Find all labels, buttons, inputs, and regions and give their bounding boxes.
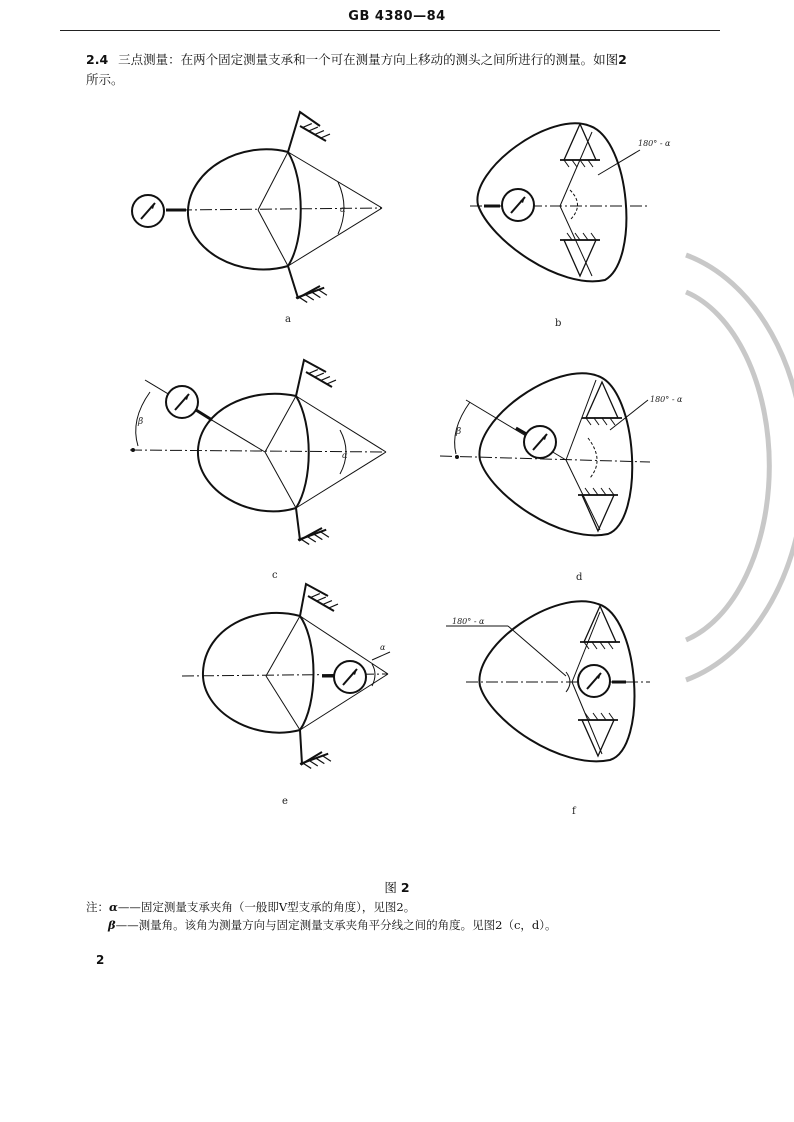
figure-d-beta: β [456,427,462,437]
caption-number: 2 [400,880,410,895]
scan-artifact-arcs [686,255,794,680]
svg-text:α: α [380,643,386,652]
figure-d-supp-angle: 180° - α [650,395,683,404]
section-fig-ref: 2 [618,52,627,67]
svg-text:α: α [340,205,346,214]
caption-prefix: 图 [384,880,397,895]
figure-f [446,601,650,817]
figure-b [470,123,671,329]
section-number: 2.4 [86,52,109,67]
svg-text:α: α [342,451,348,460]
note-beta-text: ——测量角。该角为测量方向与固定测量支承夹角平分线之间的角度。见图2（c，d）。 [115,918,557,932]
section-text-end: 所示。 [86,72,124,87]
note-beta [108,916,768,934]
figure-c [130,360,386,581]
figure-caption [0,878,794,896]
note-alpha [86,898,746,916]
note-alpha-text: ——固定测量支承夹角（一般即V型支承的角度），见图2。 [117,900,416,914]
figure-label-f: f [572,806,576,817]
figure-label-b: b [555,318,562,329]
figure-label-c: c [272,570,278,581]
figure-label-e: e [282,796,288,807]
figure-d [440,373,683,583]
section-text: 三点测量：在两个固定测量支承和一个可在测量方向上移动的测头之间所进行的测量。如图 [118,52,619,67]
note-alpha-symbol: α [109,900,118,914]
standard-header: GB 4380—84 [348,9,446,24]
page-number: 2 [96,953,105,967]
note-intro: 注： [86,900,109,914]
figure-a [132,112,382,325]
figure-c-beta: β [138,417,144,427]
figure-label-d: d [576,572,583,583]
figure-label-a: a [285,314,291,325]
figure-e [182,584,390,807]
figure-f-supp-angle: 180° - α [452,617,485,626]
figure-b-supp-angle: 180° - α [638,139,671,148]
note-beta-symbol: β [108,918,116,932]
